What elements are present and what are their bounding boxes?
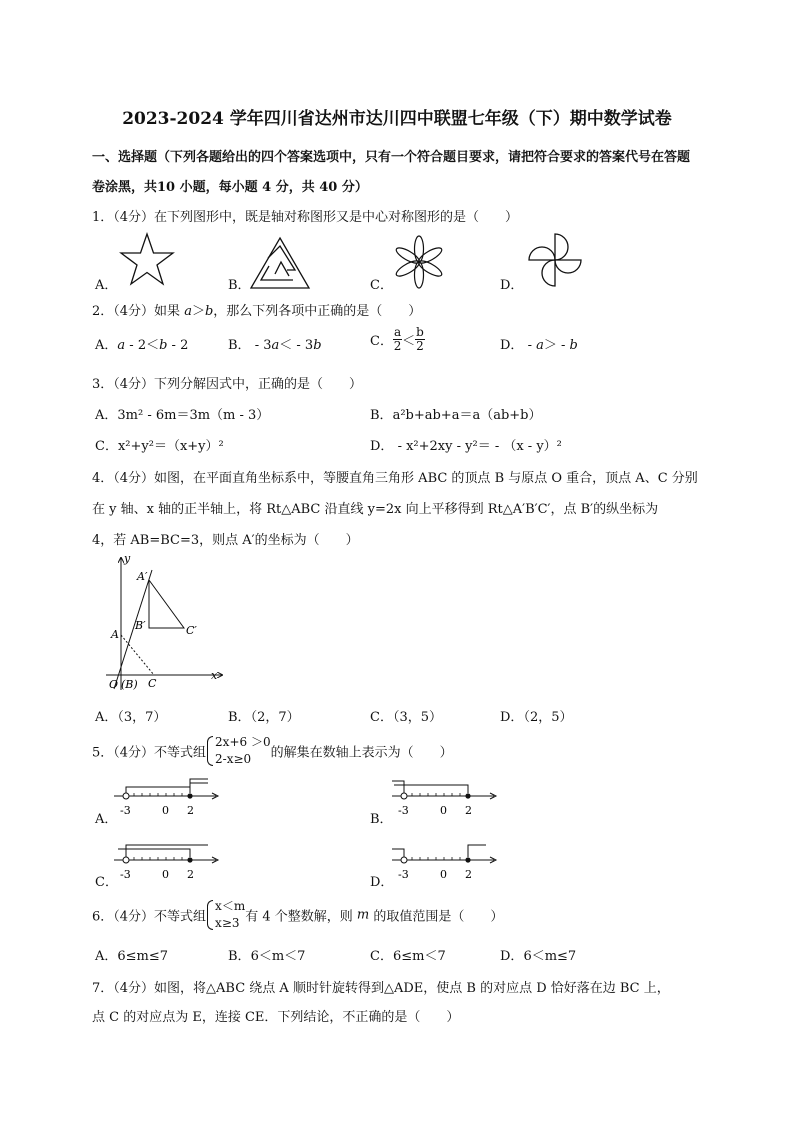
q2-b-label: B． [228, 338, 251, 353]
pinwheel-figure [525, 230, 585, 290]
q1-option-a-label: A． [95, 278, 118, 293]
q6-b-label: B． [228, 949, 251, 964]
q3-d-label: D． [370, 439, 394, 454]
tick-label: 0 [162, 868, 169, 881]
q4-option-d [500, 706, 572, 725]
star-figure [118, 232, 176, 288]
segment-ac [121, 635, 154, 675]
question-5-stem [92, 734, 453, 768]
q6-option-b [228, 945, 305, 964]
tick-label: 2 [187, 868, 194, 881]
q6-suffix: 的取值范围是（ ） [369, 909, 504, 925]
q3-d-text: - x²+2xy - y²＝ - （x - y）² [393, 439, 562, 454]
q6-mid: 有 4 个整数解，则 [245, 909, 357, 925]
q2-a-p4: - 2 [167, 338, 189, 353]
number-line-d [390, 838, 502, 882]
q1-option-b-label: B． [228, 278, 251, 293]
question-6-stem [92, 898, 503, 932]
q4-a-label: A． [95, 710, 118, 725]
q5-option-c-label: C． [95, 875, 118, 890]
q4-b-label: B． [228, 710, 251, 725]
q6-a-value: 6≤m≤7 [117, 949, 169, 964]
q2-a-label: A． [95, 338, 118, 353]
q4-option-b [228, 706, 300, 725]
graph-label-o: O [109, 678, 119, 691]
q6-option-a [95, 945, 168, 964]
q5-prefix: 5．（4分）不等式组 [92, 745, 207, 761]
q3-c-label: C． [95, 439, 118, 454]
inequality-system-6 [206, 898, 245, 932]
q2-d-p1: - [523, 338, 537, 353]
frac2-num: b [416, 325, 424, 339]
q4-option-a [95, 706, 166, 725]
q6-var: m [356, 907, 370, 923]
q2-stem-rest: ，那么下列各项中正确的是（ ） [213, 304, 422, 319]
q3-a-text: 3m² - 6m＝3m（m - 3） [117, 408, 270, 423]
q2-option-d [500, 334, 578, 353]
tick-label: -3 [398, 868, 409, 881]
tick-label: -3 [398, 804, 409, 817]
fraction-b-over-2 [415, 326, 425, 353]
q5-option-b-label: B． [370, 812, 393, 827]
tick-label: 2 [187, 804, 194, 817]
q2-b-p1: - 3 [250, 338, 272, 353]
q1-option-d-label: D． [500, 278, 524, 293]
graph-label-y: y [124, 552, 131, 565]
q4-a-value: （3，7） [117, 710, 167, 725]
q2-d-p2: a [536, 338, 544, 353]
q6-b-value: 6＜m＜7 [250, 949, 306, 964]
recycle-triangle-figure [249, 236, 311, 290]
q3-b-text: a²b+ab+a＝a（ab+b） [392, 408, 542, 423]
q4-option-c [370, 706, 442, 725]
q6-option-d [500, 945, 576, 964]
question-4-line2: 在 y 轴、x 轴的正半轴上，将 Rt△ABC 沿直线 y=2x 向上平移得到 Rt△A′B′C′，点 B′的纵坐标为 [92, 502, 659, 517]
page-title: 2023-2024 学年四川省达州市达川四中联盟七年级（下）期中数学试卷 [122, 109, 672, 129]
fraction-a-over-2 [393, 326, 402, 353]
question-2-stem [92, 300, 421, 319]
graph-label-b-prime: B′ [135, 619, 146, 632]
q2-b-p2: a [271, 338, 280, 353]
q2-a-p1: a [117, 338, 126, 353]
tick-label: 2 [465, 868, 472, 881]
q5-option-d-label: D． [370, 875, 394, 890]
graph-label-a-prime: A′ [137, 570, 148, 583]
number-line-c [112, 838, 224, 882]
q6-d-label: D． [500, 949, 524, 964]
question-4-line1: 4．（4分）如图，在平面直角坐标系中，等腰直角三角形 ABC 的顶点 B 与原点 O 重合，顶点 A、C 分别 [92, 471, 698, 486]
tick-label: -3 [120, 868, 131, 881]
q4-c-value: （3，5） [392, 710, 442, 725]
q4-b-value: （2，7） [250, 710, 300, 725]
q3-c-text: x²+y²＝（x+y）² [117, 439, 224, 454]
q1-option-c-label: C． [370, 278, 393, 293]
q3-option-a [95, 404, 269, 423]
q2-var-a: a [184, 304, 192, 319]
tick-label: -3 [120, 804, 131, 817]
q2-option-c [370, 326, 425, 353]
q2-a-p3: b [159, 338, 168, 353]
frac1-den: 2 [393, 339, 402, 353]
q3-option-c [95, 435, 224, 454]
section-heading-line1: 一、选择题（下列各题给出的四个答案选项中，只有一个符合题目要求，请把符合要求的答案代号在答题 [92, 150, 691, 165]
q6-option-c [370, 945, 446, 964]
q3-option-d [370, 435, 562, 454]
q5-ineq2: 2-x≥0 [215, 752, 252, 766]
q4-c-label: C． [370, 710, 393, 725]
q2-d-label: D． [500, 338, 524, 353]
question-3-stem: 3．（4分）下列分解因式中，正确的是（ ） [92, 377, 363, 392]
tick-label: 0 [440, 804, 447, 817]
q2-var-b: b [204, 304, 214, 319]
q2-stem-prefix: 2．（4分）如果 [92, 304, 185, 319]
q2-op: ＞ [191, 304, 205, 319]
graph-label-c: C [148, 677, 157, 690]
graph-label-b: (B) [121, 678, 138, 691]
q6-prefix: 6．（4分）不等式组 [92, 909, 207, 925]
graph-label-c-prime: C′ [186, 624, 197, 637]
tick-label: 2 [465, 804, 472, 817]
question-7-line2: 点 C 的对应点为 E，连接 CE．下列结论，不正确的是（ ） [92, 1010, 460, 1025]
q6-c-label: C． [370, 949, 393, 964]
q5-suffix: 的解集在数轴上表示为（ ） [270, 745, 453, 761]
q2-d-p4: b [569, 338, 578, 353]
q6-c-value: 6≤m＜7 [392, 949, 446, 964]
graph-label-x: x [211, 669, 218, 682]
q2-b-p3: ＜ - 3 [279, 338, 314, 353]
q2-b-p4: b [313, 338, 322, 353]
coordinate-graph-figure [104, 550, 228, 694]
triangle-a-b-c-prime [149, 580, 184, 628]
line-y-2x [114, 570, 152, 689]
q3-a-label: A． [95, 408, 118, 423]
q3-b-label: B． [370, 408, 393, 423]
question-4-line3: 4，若 AB=BC=3，则点 A′的坐标为（ ） [92, 533, 359, 548]
q6-a-label: A． [95, 949, 118, 964]
graph-label-a: A [111, 628, 119, 641]
q4-d-value: （2，5） [523, 710, 573, 725]
number-line-b [390, 774, 502, 818]
frac2-den: 2 [416, 339, 424, 353]
q6-ineq1: x＜m [215, 899, 246, 913]
tick-label: 0 [440, 868, 447, 881]
q2-d-p3: ＞ - [543, 338, 570, 353]
question-7-line1: 7．（4分）如图，将△ABC 绕点 A 顺时针旋转得到△ADE，使点 B 的对应点 D 恰好落在边 BC 上， [92, 981, 670, 996]
q4-d-label: D． [500, 710, 524, 725]
inequality-system-5 [206, 734, 271, 768]
tick-label: 0 [162, 804, 169, 817]
q2-option-a [95, 334, 188, 353]
six-petal-flower-figure [390, 234, 448, 290]
q2-a-p2: - 2＜ [125, 338, 160, 353]
q6-d-value: 6＜m≤7 [523, 949, 577, 964]
question-1-stem: 1．（4分）在下列图形中，既是轴对称图形又是中心对称图形的是（ ） [92, 210, 519, 225]
section-heading-line2: 卷涂黑，共10 小题，每小题 4 分，共 40 分） [92, 180, 368, 195]
q3-option-b [370, 404, 542, 423]
q6-ineq2: x≥3 [215, 916, 240, 930]
q2-option-b [228, 334, 322, 353]
q2-c-op: ＜ [402, 334, 416, 349]
number-line-a [112, 774, 224, 818]
q2-c-label: C． [370, 334, 393, 349]
q5-option-a-label: A． [95, 812, 118, 827]
q5-ineq1: 2x+6 ＞0 [215, 735, 271, 749]
frac1-num: a [393, 325, 402, 339]
